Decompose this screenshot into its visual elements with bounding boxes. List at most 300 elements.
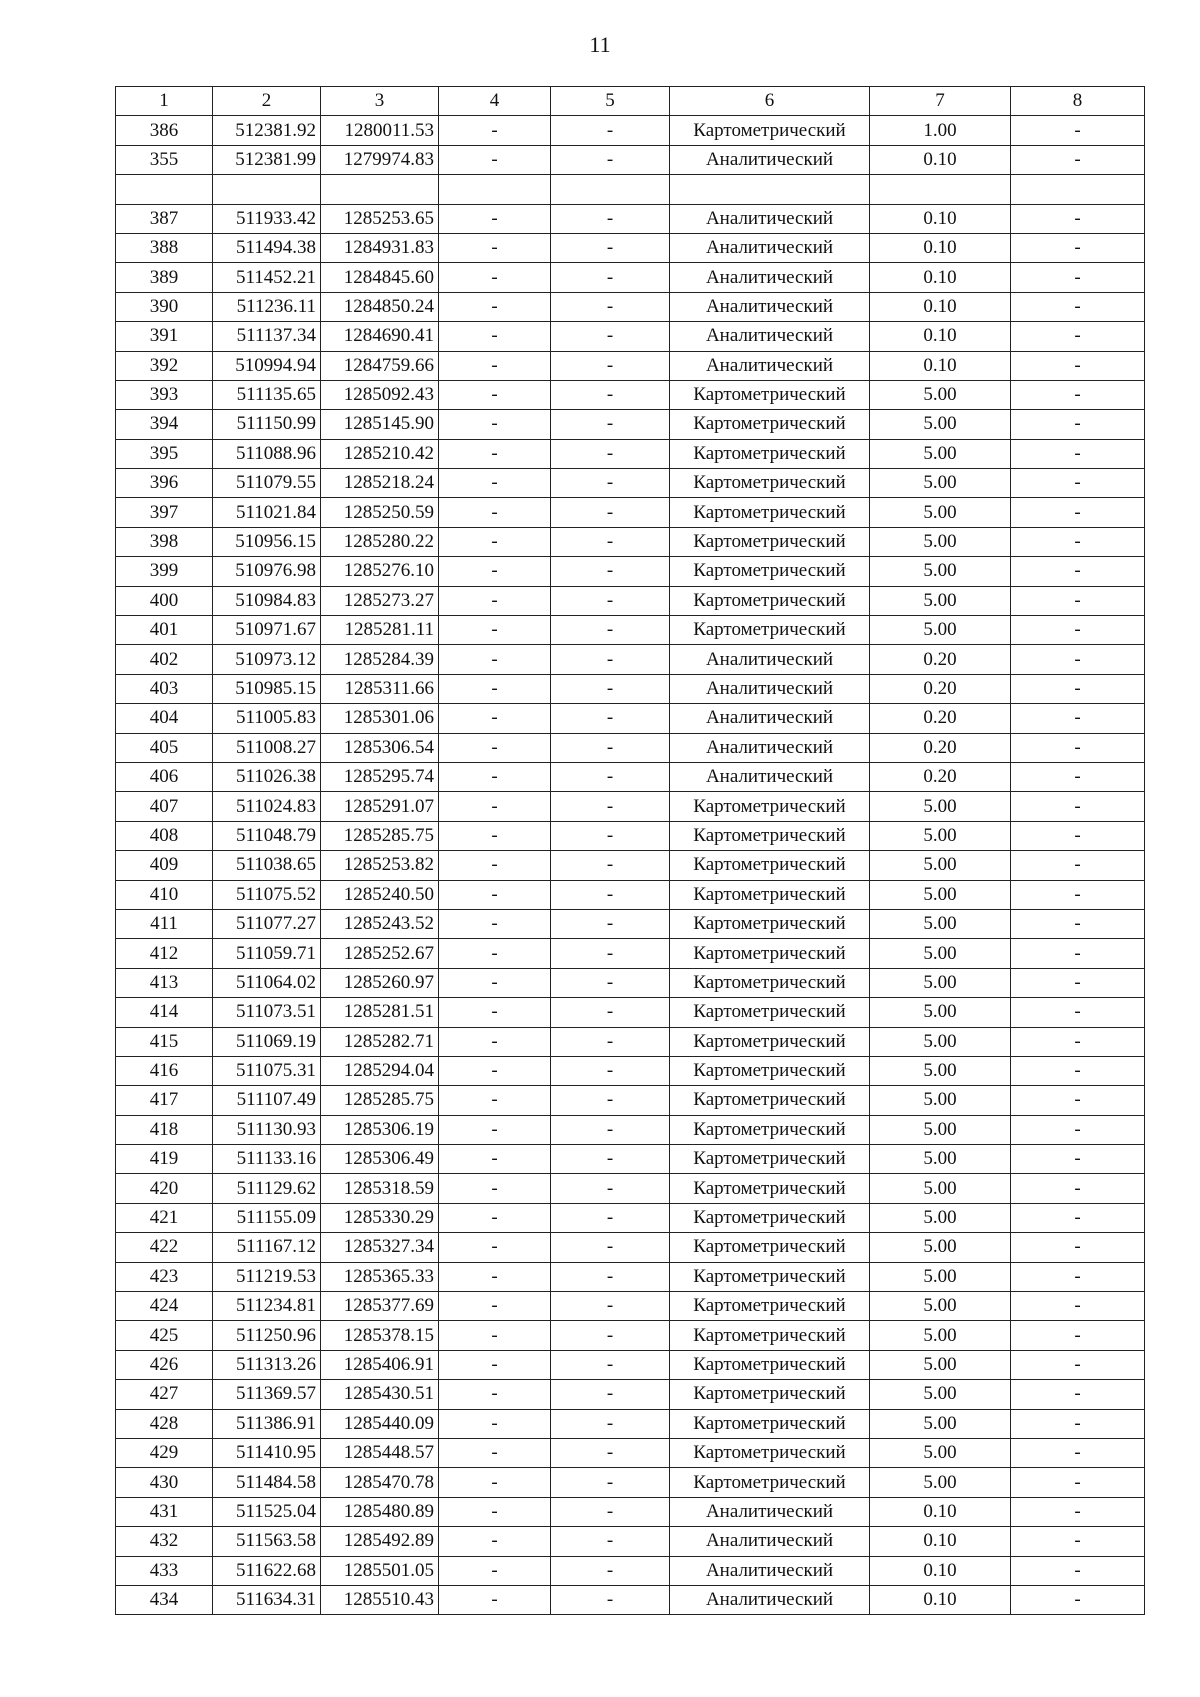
table-cell-col-5: -	[551, 645, 670, 674]
table-cell-col-4: -	[439, 322, 551, 351]
table-cell-col-5: -	[551, 1556, 670, 1585]
table-cell-col-5: -	[551, 762, 670, 791]
table-cell-col-5	[551, 175, 670, 204]
table-cell-col-6: Аналитический	[670, 762, 870, 791]
table-cell-col-3: 1285218.24	[321, 469, 439, 498]
table-row	[116, 527, 1145, 556]
table-cell-col-4: -	[439, 762, 551, 791]
table-cell-col-8: -	[1011, 410, 1145, 439]
table-cell-col-1: 416	[116, 1056, 213, 1085]
table-cell-col-4: -	[439, 1086, 551, 1115]
table-cell-col-6: Картометрический	[670, 1203, 870, 1232]
table-cell-col-3: 1285282.71	[321, 1027, 439, 1056]
table-cell-col-5: -	[551, 616, 670, 645]
table-cell-col-7: 5.00	[870, 1145, 1011, 1174]
table-cell-col-8: -	[1011, 968, 1145, 997]
table-cell-col-7: 0.10	[870, 145, 1011, 174]
table-cell-col-8: -	[1011, 792, 1145, 821]
table-cell-col-1: 413	[116, 968, 213, 997]
table-cell-col-2: 511369.57	[213, 1380, 321, 1409]
table-cell-col-1: 395	[116, 439, 213, 468]
table-cell-col-3: 1285301.06	[321, 704, 439, 733]
table-cell-col-2: 511150.99	[213, 410, 321, 439]
table-cell-col-2: 511021.84	[213, 498, 321, 527]
table-cell-col-3	[321, 175, 439, 204]
table-cell-col-1: 399	[116, 557, 213, 586]
table-cell-col-3: 1285480.89	[321, 1497, 439, 1526]
table-row	[116, 645, 1145, 674]
table-cell-col-2: 511088.96	[213, 439, 321, 468]
table-cell-col-4: -	[439, 1203, 551, 1232]
table-cell-col-2: 510994.94	[213, 351, 321, 380]
table-cell-col-5: -	[551, 292, 670, 321]
table-cell-col-7: 0.10	[870, 351, 1011, 380]
table-cell-col-4: -	[439, 1321, 551, 1350]
table-cell-col-2: 511484.58	[213, 1468, 321, 1497]
table-cell-col-2: 510984.83	[213, 586, 321, 615]
table-cell-col-3: 1284850.24	[321, 292, 439, 321]
column-header-7: 7	[870, 87, 1011, 116]
table-cell-col-3: 1285492.89	[321, 1527, 439, 1556]
table-cell-col-7: 5.00	[870, 1027, 1011, 1056]
table-cell-col-8: -	[1011, 674, 1145, 703]
table-cell-col-2: 511155.09	[213, 1203, 321, 1232]
column-header-6: 6	[670, 87, 870, 116]
table-row	[116, 674, 1145, 703]
table-cell-col-1: 386	[116, 116, 213, 145]
table-cell-col-8: -	[1011, 439, 1145, 468]
table-cell-col-2: 511135.65	[213, 380, 321, 409]
table-cell-col-8: -	[1011, 204, 1145, 233]
table-cell-col-4: -	[439, 439, 551, 468]
table-cell-col-1: 409	[116, 851, 213, 880]
table-cell-col-3: 1285260.97	[321, 968, 439, 997]
table-cell-col-4: -	[439, 145, 551, 174]
table-cell-col-8: -	[1011, 292, 1145, 321]
table-cell-col-8: -	[1011, 1556, 1145, 1585]
table-row	[116, 968, 1145, 997]
table-cell-col-3: 1285295.74	[321, 762, 439, 791]
table-cell-col-6: Аналитический	[670, 1556, 870, 1585]
table-cell-col-7: 5.00	[870, 439, 1011, 468]
table-cell-col-6: Картометрический	[670, 909, 870, 938]
table-cell-col-4: -	[439, 733, 551, 762]
table-cell-col-4: -	[439, 263, 551, 292]
table-cell-col-8: -	[1011, 527, 1145, 556]
table-cell-col-5: -	[551, 351, 670, 380]
table-cell-col-5: -	[551, 821, 670, 850]
table-cell-col-7: 5.00	[870, 410, 1011, 439]
table-cell-col-5: -	[551, 1292, 670, 1321]
table-cell-col-3: 1279974.83	[321, 145, 439, 174]
table-cell-col-1: 408	[116, 821, 213, 850]
table-cell-col-8: -	[1011, 762, 1145, 791]
table-cell-col-5: -	[551, 1145, 670, 1174]
table-cell-col-5: -	[551, 939, 670, 968]
table-cell-col-4: -	[439, 1233, 551, 1262]
table-cell-col-8: -	[1011, 1380, 1145, 1409]
table-cell-col-8: -	[1011, 645, 1145, 674]
table-cell-col-3: 1284690.41	[321, 322, 439, 351]
table-cell-col-4: -	[439, 1350, 551, 1379]
table-cell-col-1: 427	[116, 1380, 213, 1409]
table-cell-col-1: 428	[116, 1409, 213, 1438]
table-cell-col-3: 1285318.59	[321, 1174, 439, 1203]
table-cell-col-6: Картометрический	[670, 527, 870, 556]
table-cell-col-8: -	[1011, 1468, 1145, 1497]
table-cell-col-1: 426	[116, 1350, 213, 1379]
table-cell-col-2: 511167.12	[213, 1233, 321, 1262]
table-cell-col-2: 511563.58	[213, 1527, 321, 1556]
table-cell-col-1: 391	[116, 322, 213, 351]
table-row	[116, 762, 1145, 791]
table-cell-col-7	[870, 175, 1011, 204]
table-cell-col-7: 5.00	[870, 1115, 1011, 1144]
table-cell-col-7: 0.10	[870, 1497, 1011, 1526]
table-cell-col-5: -	[551, 557, 670, 586]
table-cell-col-6: Аналитический	[670, 674, 870, 703]
table-cell-col-4: -	[439, 1527, 551, 1556]
table-cell-col-7: 5.00	[870, 880, 1011, 909]
table-cell-col-4: -	[439, 1145, 551, 1174]
table-cell-col-2: 511107.49	[213, 1086, 321, 1115]
table-cell-col-8: -	[1011, 909, 1145, 938]
table-cell-col-3: 1284759.66	[321, 351, 439, 380]
table-cell-col-8: -	[1011, 116, 1145, 145]
table-cell-col-7: 5.00	[870, 939, 1011, 968]
table-cell-col-5: -	[551, 909, 670, 938]
table-cell-col-6: Картометрический	[670, 851, 870, 880]
table-cell-col-2: 511313.26	[213, 1350, 321, 1379]
table-cell-col-2: 511234.81	[213, 1292, 321, 1321]
table-cell-col-4: -	[439, 674, 551, 703]
table-cell-col-2: 511386.91	[213, 1409, 321, 1438]
table-cell-col-7: 5.00	[870, 1409, 1011, 1438]
table-cell-col-6: Картометрический	[670, 939, 870, 968]
table-cell-col-1: 393	[116, 380, 213, 409]
table-cell-col-6: Картометрический	[670, 1115, 870, 1144]
table-cell-col-5: -	[551, 204, 670, 233]
table-cell-col-6: Картометрический	[670, 469, 870, 498]
table-cell-col-8: -	[1011, 1115, 1145, 1144]
table-cell-col-4: -	[439, 498, 551, 527]
table-cell-col-6: Картометрический	[670, 1468, 870, 1497]
table-cell-col-8: -	[1011, 322, 1145, 351]
table-cell-col-2: 511075.31	[213, 1056, 321, 1085]
table-cell-col-1: 418	[116, 1115, 213, 1144]
table-cell-col-3: 1285281.11	[321, 616, 439, 645]
table-cell-col-6: Аналитический	[670, 263, 870, 292]
table-cell-col-7: 5.00	[870, 469, 1011, 498]
table-cell-col-8: -	[1011, 1350, 1145, 1379]
table-cell-col-8: -	[1011, 1321, 1145, 1350]
table-cell-col-4: -	[439, 821, 551, 850]
table-cell-col-2: 511622.68	[213, 1556, 321, 1585]
table-cell-col-7: 5.00	[870, 1233, 1011, 1262]
table-cell-col-3: 1285252.67	[321, 939, 439, 968]
table-row	[116, 821, 1145, 850]
table-cell-col-6: Картометрический	[670, 1321, 870, 1350]
table-row	[116, 410, 1145, 439]
table-cell-col-2: 511236.11	[213, 292, 321, 321]
table-cell-col-4: -	[439, 380, 551, 409]
table-cell-col-3: 1285210.42	[321, 439, 439, 468]
table-row	[116, 439, 1145, 468]
table-cell-col-2: 511933.42	[213, 204, 321, 233]
table-cell-col-5: -	[551, 1321, 670, 1350]
table-cell-col-6: Картометрический	[670, 1409, 870, 1438]
table-cell-col-6: Аналитический	[670, 1585, 870, 1614]
table-cell-col-6: Аналитический	[670, 645, 870, 674]
table-cell-col-6: Картометрический	[670, 498, 870, 527]
table-cell-col-7: 5.00	[870, 616, 1011, 645]
table-cell-col-1: 434	[116, 1585, 213, 1614]
table-row	[116, 1292, 1145, 1321]
table-cell-col-4: -	[439, 586, 551, 615]
table-cell-col-6: Картометрический	[670, 557, 870, 586]
table-cell-col-3: 1285145.90	[321, 410, 439, 439]
table-cell-col-3: 1284845.60	[321, 263, 439, 292]
table-row	[116, 1145, 1145, 1174]
table-row	[116, 1409, 1145, 1438]
table-cell-col-8: -	[1011, 1174, 1145, 1203]
table-cell-col-5: -	[551, 851, 670, 880]
table-row	[116, 175, 1145, 204]
table-cell-col-4: -	[439, 1174, 551, 1203]
table-cell-col-2: 511048.79	[213, 821, 321, 850]
table-row	[116, 733, 1145, 762]
table-row	[116, 145, 1145, 174]
coordinates-table	[115, 86, 1145, 1615]
table-cell-col-3: 1285406.91	[321, 1350, 439, 1379]
table-cell-col-2: 511024.83	[213, 792, 321, 821]
table-cell-col-5: -	[551, 1233, 670, 1262]
header-row	[116, 87, 1145, 116]
table-cell-col-4: -	[439, 968, 551, 997]
table-cell-col-6: Картометрический	[670, 1145, 870, 1174]
table-cell-col-1: 397	[116, 498, 213, 527]
table-row	[116, 1056, 1145, 1085]
table-cell-col-4: -	[439, 909, 551, 938]
table-cell-col-1: 398	[116, 527, 213, 556]
table-cell-col-1: 414	[116, 998, 213, 1027]
table-cell-col-7: 5.00	[870, 1292, 1011, 1321]
table-cell-col-7: 0.10	[870, 1556, 1011, 1585]
table-cell-col-3: 1285306.19	[321, 1115, 439, 1144]
table-cell-col-2: 511077.27	[213, 909, 321, 938]
table-cell-col-4	[439, 175, 551, 204]
table-cell-col-1: 424	[116, 1292, 213, 1321]
table-cell-col-8	[1011, 175, 1145, 204]
table-cell-col-5: -	[551, 263, 670, 292]
table-cell-col-7: 0.20	[870, 674, 1011, 703]
table-cell-col-4: -	[439, 998, 551, 1027]
table-cell-col-3: 1285253.82	[321, 851, 439, 880]
table-cell-col-6: Картометрический	[670, 1233, 870, 1262]
table-cell-col-2: 511452.21	[213, 263, 321, 292]
table-cell-col-2: 511494.38	[213, 233, 321, 262]
table-cell-col-7: 0.10	[870, 322, 1011, 351]
table-cell-col-2: 511133.16	[213, 1145, 321, 1174]
page-number: 11	[589, 32, 611, 57]
table-cell-col-8: -	[1011, 469, 1145, 498]
table-cell-col-5: -	[551, 733, 670, 762]
table-cell-col-2: 511059.71	[213, 939, 321, 968]
table-cell-col-7: 5.00	[870, 1438, 1011, 1467]
table-cell-col-8: -	[1011, 145, 1145, 174]
table-cell-col-1: 407	[116, 792, 213, 821]
table-cell-col-4: -	[439, 880, 551, 909]
table-cell-col-7: 0.10	[870, 292, 1011, 321]
table-row	[116, 380, 1145, 409]
table-cell-col-7: 5.00	[870, 498, 1011, 527]
table-row	[116, 851, 1145, 880]
table-cell-col-8: -	[1011, 1409, 1145, 1438]
table-cell-col-4: -	[439, 939, 551, 968]
table-cell-col-2: 511130.93	[213, 1115, 321, 1144]
table-cell-col-6: Картометрический	[670, 1027, 870, 1056]
table-cell-col-6: Аналитический	[670, 292, 870, 321]
table-cell-col-1: 430	[116, 1468, 213, 1497]
table-cell-col-1: 429	[116, 1438, 213, 1467]
table-cell-col-1: 432	[116, 1527, 213, 1556]
table-cell-col-3: 1285430.51	[321, 1380, 439, 1409]
table-cell-col-7: 0.10	[870, 233, 1011, 262]
table-cell-col-7: 0.20	[870, 733, 1011, 762]
table-cell-col-2: 511026.38	[213, 762, 321, 791]
table-cell-col-8: -	[1011, 263, 1145, 292]
table-cell-col-4: -	[439, 704, 551, 733]
table-cell-col-7: 5.00	[870, 1380, 1011, 1409]
table-cell-col-2	[213, 175, 321, 204]
table-cell-col-3: 1285311.66	[321, 674, 439, 703]
table-cell-col-4: -	[439, 645, 551, 674]
table-cell-col-8: -	[1011, 1497, 1145, 1526]
table-cell-col-6: Картометрический	[670, 1262, 870, 1291]
table-cell-col-8: -	[1011, 1262, 1145, 1291]
table-cell-col-3: 1285327.34	[321, 1233, 439, 1262]
table-body	[116, 116, 1145, 1615]
table-cell-col-8: -	[1011, 380, 1145, 409]
table-cell-col-6: Аналитический	[670, 704, 870, 733]
table-row	[116, 939, 1145, 968]
table-cell-col-1: 433	[116, 1556, 213, 1585]
table-cell-col-5: -	[551, 998, 670, 1027]
column-header-4: 4	[439, 87, 551, 116]
table-cell-col-1: 405	[116, 733, 213, 762]
table-cell-col-6: Аналитический	[670, 1497, 870, 1526]
table-cell-col-6: Картометрический	[670, 586, 870, 615]
table-cell-col-5: -	[551, 586, 670, 615]
table-cell-col-5: -	[551, 704, 670, 733]
table-cell-col-4: -	[439, 527, 551, 556]
table-cell-col-4: -	[439, 1027, 551, 1056]
table-header	[116, 87, 1145, 116]
table-cell-col-6: Аналитический	[670, 1527, 870, 1556]
table-cell-col-8: -	[1011, 851, 1145, 880]
table-cell-col-3: 1284931.83	[321, 233, 439, 262]
table-cell-col-8: -	[1011, 998, 1145, 1027]
table-row	[116, 263, 1145, 292]
table-cell-col-1: 431	[116, 1497, 213, 1526]
table-cell-col-3: 1280011.53	[321, 116, 439, 145]
table-cell-col-1: 411	[116, 909, 213, 938]
table-row	[116, 998, 1145, 1027]
table-cell-col-6: Аналитический	[670, 733, 870, 762]
table-cell-col-1: 415	[116, 1027, 213, 1056]
table-cell-col-5: -	[551, 1380, 670, 1409]
table-cell-col-2: 512381.99	[213, 145, 321, 174]
table-cell-col-8: -	[1011, 821, 1145, 850]
table-row	[116, 204, 1145, 233]
table-cell-col-8: -	[1011, 1086, 1145, 1115]
table-cell-col-6: Картометрический	[670, 380, 870, 409]
table-cell-col-4: -	[439, 292, 551, 321]
table-cell-col-7: 5.00	[870, 821, 1011, 850]
table-cell-col-1: 406	[116, 762, 213, 791]
table-cell-col-7: 5.00	[870, 968, 1011, 997]
table-cell-col-2: 510973.12	[213, 645, 321, 674]
table-row	[116, 1174, 1145, 1203]
table-row	[116, 586, 1145, 615]
table-cell-col-4: -	[439, 1380, 551, 1409]
table-cell-col-6: Картометрический	[670, 880, 870, 909]
table-cell-col-4: -	[439, 1409, 551, 1438]
table-cell-col-2: 510985.15	[213, 674, 321, 703]
table-cell-col-4: -	[439, 851, 551, 880]
table-cell-col-1: 400	[116, 586, 213, 615]
table-cell-col-8: -	[1011, 616, 1145, 645]
table-row	[116, 1233, 1145, 1262]
table-cell-col-1: 387	[116, 204, 213, 233]
table-cell-col-1: 390	[116, 292, 213, 321]
table-cell-col-8: -	[1011, 939, 1145, 968]
table-cell-col-3: 1285280.22	[321, 527, 439, 556]
table-cell-col-6: Картометрический	[670, 792, 870, 821]
table-cell-col-8: -	[1011, 733, 1145, 762]
table-cell-col-3: 1285306.49	[321, 1145, 439, 1174]
table-cell-col-6: Картометрический	[670, 1380, 870, 1409]
table-cell-col-2: 511075.52	[213, 880, 321, 909]
table-cell-col-1: 417	[116, 1086, 213, 1115]
table-row	[116, 116, 1145, 145]
table-cell-col-6	[670, 175, 870, 204]
table-row	[116, 557, 1145, 586]
table-cell-col-2: 511250.96	[213, 1321, 321, 1350]
table-cell-col-3: 1285276.10	[321, 557, 439, 586]
table-cell-col-3: 1285092.43	[321, 380, 439, 409]
table-cell-col-5: -	[551, 1527, 670, 1556]
table-cell-col-4: -	[439, 1056, 551, 1085]
table-cell-col-3: 1285273.27	[321, 586, 439, 615]
table-cell-col-5: -	[551, 1027, 670, 1056]
table-cell-col-4: -	[439, 233, 551, 262]
table-cell-col-6: Картометрический	[670, 1438, 870, 1467]
table-cell-col-6: Картометрический	[670, 998, 870, 1027]
table-row	[116, 1027, 1145, 1056]
table-cell-col-5: -	[551, 527, 670, 556]
table-cell-col-2: 511038.65	[213, 851, 321, 880]
table-cell-col-3: 1285330.29	[321, 1203, 439, 1232]
table-cell-col-8: -	[1011, 1027, 1145, 1056]
table-cell-col-6: Аналитический	[670, 145, 870, 174]
table-cell-col-7: 5.00	[870, 557, 1011, 586]
table-cell-col-7: 0.10	[870, 204, 1011, 233]
table-cell-col-8: -	[1011, 704, 1145, 733]
table-cell-col-4: -	[439, 1556, 551, 1585]
table-cell-col-5: -	[551, 1056, 670, 1085]
table-cell-col-1: 355	[116, 145, 213, 174]
